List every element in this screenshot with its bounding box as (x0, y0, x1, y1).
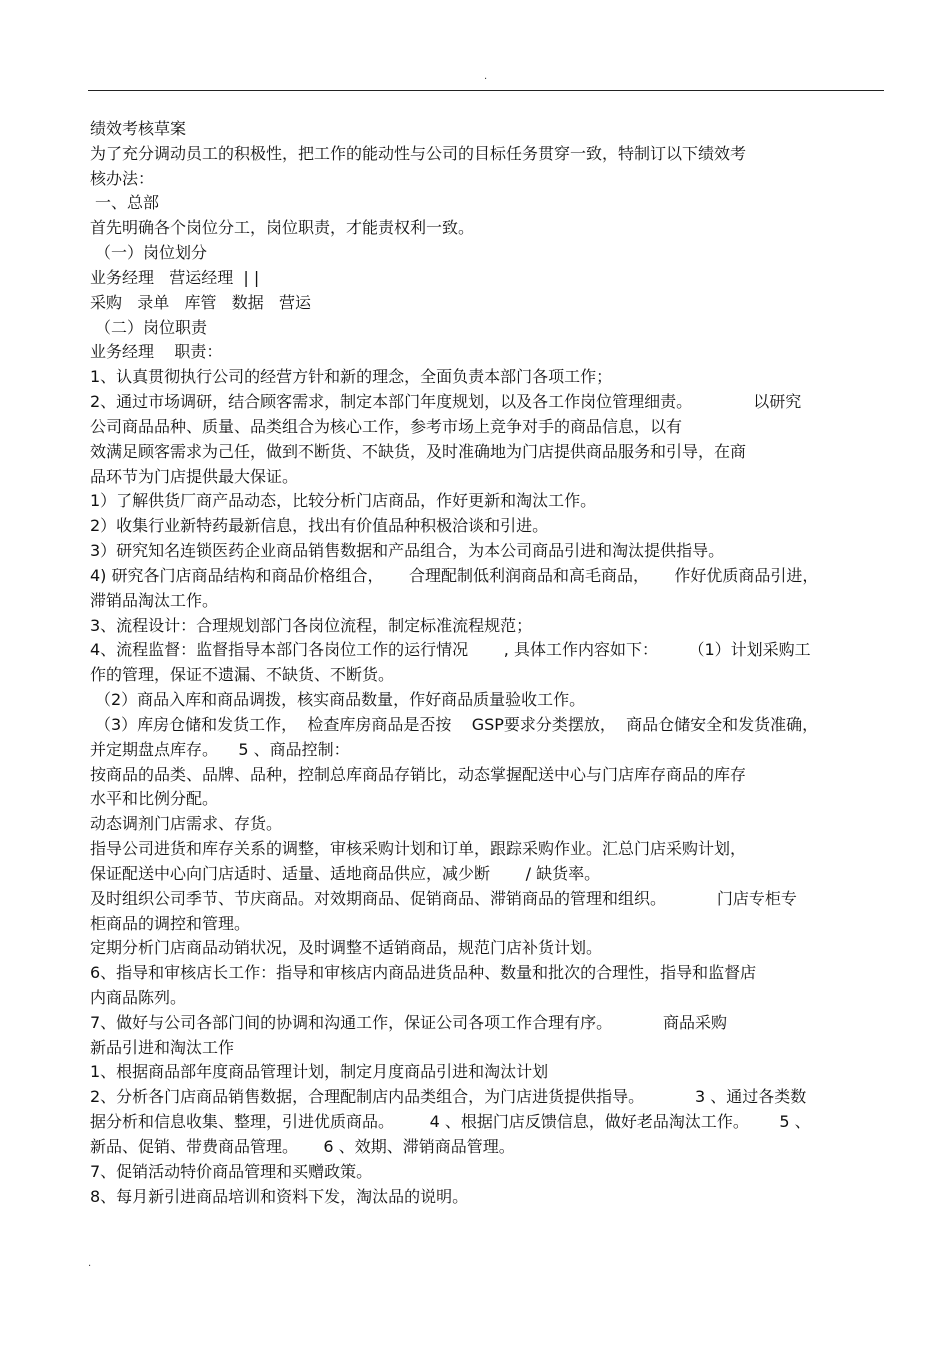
doc-title: 绩效考核草案 (90, 119, 187, 138)
subsection-heading: （一）岗位划分 (95, 243, 208, 263)
footer-mark: . (88, 1258, 92, 1269)
text-line: 柜商品的调控和管理。 (90, 913, 251, 933)
header-mark: . (484, 71, 488, 82)
text-line: 3、流程设计：合理规划部门各岗位流程，制定标准流程规范； (90, 615, 533, 635)
header-rule (88, 90, 884, 91)
text-line: 6、指导和审核店长工作：指导和审核店内商品进货品种、数量和批次的合理性，指导和监督店 (90, 963, 757, 983)
text-line: 3）研究知名连锁医药企业商品销售数据和产品组合，为本公司商品引进和淘汰提供指导。 (90, 541, 725, 561)
text-line: 4、流程监督：监督指导本部门各岗位工作的运行情况 , 具体工作内容如下： （1）计划采购工 (90, 640, 811, 660)
text-line: 2、分析各门店商品销售数据，合理配制店内品类组合，为门店进货提供指导。 3 、通过各类数 (90, 1087, 807, 1107)
text-line: 7、促销活动特价商品管理和买赠政策。 (90, 1161, 373, 1181)
text-line: 1）了解供货厂商产品动态，比较分析门店商品，作好更新和淘汰工作。 (90, 491, 597, 511)
text-line: 采购 录单 库管 数据 营运 (90, 292, 312, 312)
text-line: 1、根据商品部年度商品管理计划，制定月度商品引进和淘汰计划 (90, 1062, 549, 1082)
text-line: （3）库房仓储和发货工作， 检查库房商品是否按 GSP要求分类摆放， 商品仓储安全和发货准确， (95, 714, 819, 734)
text-line: 效满足顾客需求为己任，做到不断货、不缺货，及时准确地为门店提供商品服务和引导，在商 (90, 441, 747, 461)
text-line: 新品引进和淘汰工作 (90, 1037, 235, 1057)
text-line: 首先明确各个岗位分工，岗位职责，才能责权利一致。 (90, 218, 475, 238)
text-line: 7、做好与公司各部门间的协调和沟通工作，保证公司各项工作合理有序。 商品采购 (90, 1012, 728, 1032)
text-line: 指导公司进货和库存关系的调整，审核采购计划和订单，跟踪采购作业。汇总门店采购计划， (90, 839, 747, 859)
text-line: 2）收集行业新特药最新信息，找出有价值品种积极洽谈和引进。 (90, 516, 549, 536)
text-line: 内商品陈列。 (90, 987, 187, 1007)
text-line: 2、通过市场调研，结合顾客需求，制定本部门年度规划，以及各工作岗位管理细责。 以研究 (90, 392, 802, 412)
subsection-heading: （二）岗位职责 (95, 317, 208, 337)
text-line: 保证配送中心向门店适时、适量、适地商品供应，减少断 / 缺货率。 (90, 863, 601, 883)
text-line: 1、认真贯彻执行公司的经营方针和新的理念，全面负责本部门各项工作； (90, 367, 613, 387)
text-line: 业务经理 营运经理 | | (90, 267, 260, 287)
text-line: 滞销品淘汰工作。 (90, 590, 219, 610)
text-line: 8、每月新引进商品培训和资料下发，淘汰品的说明。 (90, 1186, 469, 1206)
text-line: 业务经理 职责： (90, 342, 223, 362)
document-body (90, 117, 890, 1209)
text-line: 公司商品品种、质量、品类组合为核心工作，参考市场上竞争对手的商品信息，以有 (90, 416, 683, 436)
text-line: 据分析和信息收集、整理，引进优质商品。 4 、根据门店反馈信息，做好老品淘汰工作。 5 、 (90, 1112, 811, 1132)
text-line: 为了充分调动员工的积极性，把工作的能动性与公司的目标任务贯穿一致，特制订以下绩效考 (90, 143, 747, 163)
text-line: 并定期盘点库存。 5 、商品控制： (90, 739, 350, 759)
text-line: 品环节为门店提供最大保证。 (90, 466, 299, 486)
text-line: 4) 研究各门店商品结构和商品价格组合， 合理配制低利润商品和高毛商品， 作好优质商品引进， (90, 565, 819, 585)
text-line: 水平和比例分配。 (90, 789, 219, 809)
text-line: 作的管理，保证不遗漏、不缺货、不断货。 (90, 665, 395, 685)
text-line: 动态调剂门店需求、存货。 (90, 814, 283, 834)
text-line: （2）商品入库和商品调拨，核实商品数量，作好商品质量验收工作。 (95, 690, 586, 710)
text-line: 定期分析门店商品动销状况，及时调整不适销商品，规范门店补货计划。 (90, 938, 603, 958)
section-heading: 一、总部 (95, 193, 160, 213)
text-line: 核办法： (90, 168, 155, 188)
text-line: 及时组织公司季节、节庆商品。对效期商品、促销商品、滞销商品的管理和组织。 门店专柜专 (90, 888, 797, 908)
text-line: 新品、促销、带费商品管理。 6 、效期、滞销商品管理。 (90, 1136, 515, 1156)
text-line: 按商品的品类、品牌、品种，控制总库商品存销比，动态掌握配送中心与门店库存商品的库存 (90, 764, 747, 784)
